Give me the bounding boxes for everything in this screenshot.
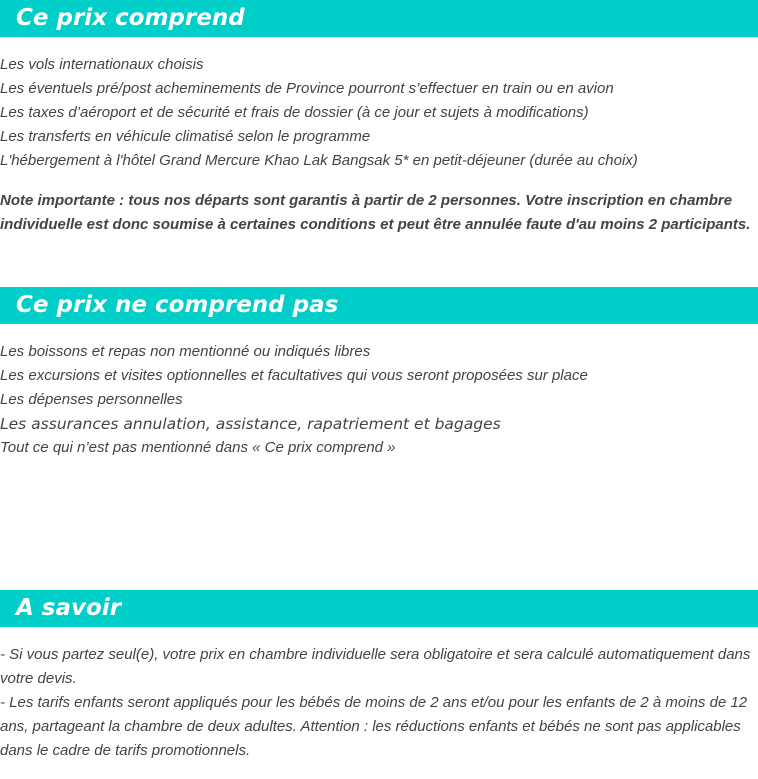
info-paragraph: - Les tarifs enfants seront appliqués pour les bébés de moins de 2 ans et/ou pour les enfants de 2 à moins de 12 ans, partageant la chambre de deux adultes. Attention : les réductions enfants et bébés ne sont pas applicables dans le cadre de tarifs promotionnels. <box>0 694 748 759</box>
important-note: Note importante : tous nos départs sont garantis à partir de 2 personnes. Votre inscription en chambre individuelle est donc soumise à certaines conditions et peut être annulée faute d'au moins 2 participants. <box>0 192 751 233</box>
list-item: Les dépenses personnelles <box>0 391 183 408</box>
section-title-included: Ce prix comprend <box>0 0 758 37</box>
list-item: Les assurances annulation, assistance, rapatriement et bagages <box>0 415 501 433</box>
section-title-to-know: A savoir <box>0 590 758 627</box>
included-list <box>0 53 756 173</box>
list-item: Les boissons et repas non mentionné ou indiqués libres <box>0 343 371 360</box>
list-item: Les éventuels pré/post acheminements de Province pourront s’effectuer en train ou en avion <box>0 80 614 97</box>
list-item: Les taxes d’aéroport et de sécurité et frais de dossier (à ce jour et sujets à modifications) <box>0 104 589 121</box>
list-item: Les transferts en véhicule climatisé selon le programme <box>0 128 371 145</box>
section-title-not-included: Ce prix ne comprend pas <box>0 287 758 324</box>
not-included-list <box>0 340 756 460</box>
list-item: L'hébergement à l'hôtel Grand Mercure Khao Lak Bangsak 5* en petit-déjeuner (durée au choix) <box>0 152 638 169</box>
list-item: Les excursions et visites optionnelles et facultatives qui vous seront proposées sur place <box>0 367 588 384</box>
info-paragraph: - Si vous partez seul(e), votre prix en chambre individuelle sera obligatoire et sera calculé automatiquement dans votre devis. <box>0 646 751 687</box>
list-item: Tout ce qui n’est pas mentionné dans « Ce prix comprend » <box>0 439 396 456</box>
list-item: Les vols internationaux choisis <box>0 56 204 73</box>
